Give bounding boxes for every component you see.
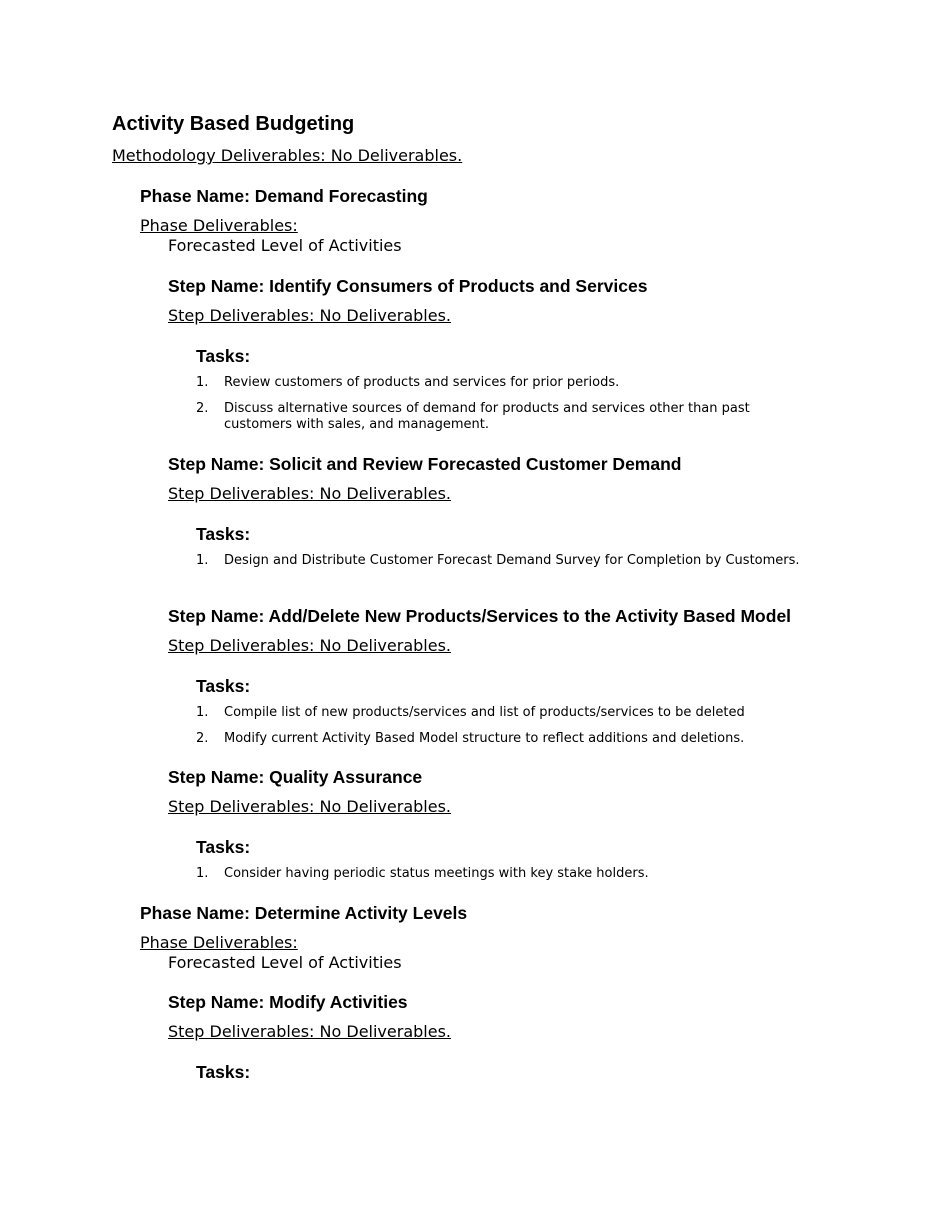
task-number: 1. xyxy=(196,553,209,568)
step-name: Step Name: Add/Delete New Products/Services to the Activity Based Model xyxy=(168,606,792,626)
step-deliverables: Step Deliverables: No Deliverables. xyxy=(168,306,451,325)
tasks-heading: Tasks: xyxy=(196,346,251,366)
document-title: Activity Based Budgeting xyxy=(112,113,355,135)
task-text: Design and Distribute Customer Forecast Demand Survey for Completion by Customers. xyxy=(224,553,800,568)
methodology-deliverables: Methodology Deliverables: No Deliverables. xyxy=(112,146,463,165)
task-item xyxy=(196,401,816,433)
task-number: 1. xyxy=(196,705,209,720)
task-number: 1. xyxy=(196,866,209,881)
task-item xyxy=(196,375,816,391)
task-item xyxy=(196,553,816,569)
task-list xyxy=(196,705,816,757)
tasks-heading: Tasks: xyxy=(196,1062,251,1082)
phase-deliverables-label: Phase Deliverables: xyxy=(140,216,298,235)
task-text: Compile list of new products/services and list of products/services to be deleted xyxy=(224,705,745,720)
task-number: 1. xyxy=(196,375,209,390)
step-name: Step Name: Modify Activities xyxy=(168,992,408,1012)
task-item xyxy=(196,705,816,721)
step-deliverables: Step Deliverables: No Deliverables. xyxy=(168,484,451,503)
task-item xyxy=(196,731,816,747)
step-name: Step Name: Identify Consumers of Products and Services xyxy=(168,276,648,296)
phase-deliverables-value: Forecasted Level of Activities xyxy=(168,953,402,972)
task-list xyxy=(196,866,816,892)
step-deliverables: Step Deliverables: No Deliverables. xyxy=(168,636,451,655)
task-text: Consider having periodic status meetings with key stake holders. xyxy=(224,866,649,881)
task-item xyxy=(196,866,816,882)
phase-deliverables-value: Forecasted Level of Activities xyxy=(168,236,402,255)
task-text: Modify current Activity Based Model structure to reflect additions and deletions. xyxy=(224,731,745,746)
tasks-heading: Tasks: xyxy=(196,524,251,544)
step-deliverables: Step Deliverables: No Deliverables. xyxy=(168,797,451,816)
task-list xyxy=(196,375,816,443)
task-text: Review customers of products and services for prior periods. xyxy=(224,375,620,390)
step-deliverables: Step Deliverables: No Deliverables. xyxy=(168,1022,451,1041)
task-text: Discuss alternative sources of demand for products and services other than past customers with sales, and management. xyxy=(224,401,750,432)
tasks-heading: Tasks: xyxy=(196,837,251,857)
tasks-heading: Tasks: xyxy=(196,676,251,696)
task-number: 2. xyxy=(196,401,209,416)
task-number: 2. xyxy=(196,731,209,746)
phase-deliverables-label: Phase Deliverables: xyxy=(140,933,298,952)
phase-name: Phase Name: Demand Forecasting xyxy=(140,186,428,206)
task-list xyxy=(196,553,816,579)
phase-name: Phase Name: Determine Activity Levels xyxy=(140,903,468,923)
step-name: Step Name: Solicit and Review Forecasted Customer Demand xyxy=(168,454,682,474)
step-name: Step Name: Quality Assurance xyxy=(168,767,423,787)
